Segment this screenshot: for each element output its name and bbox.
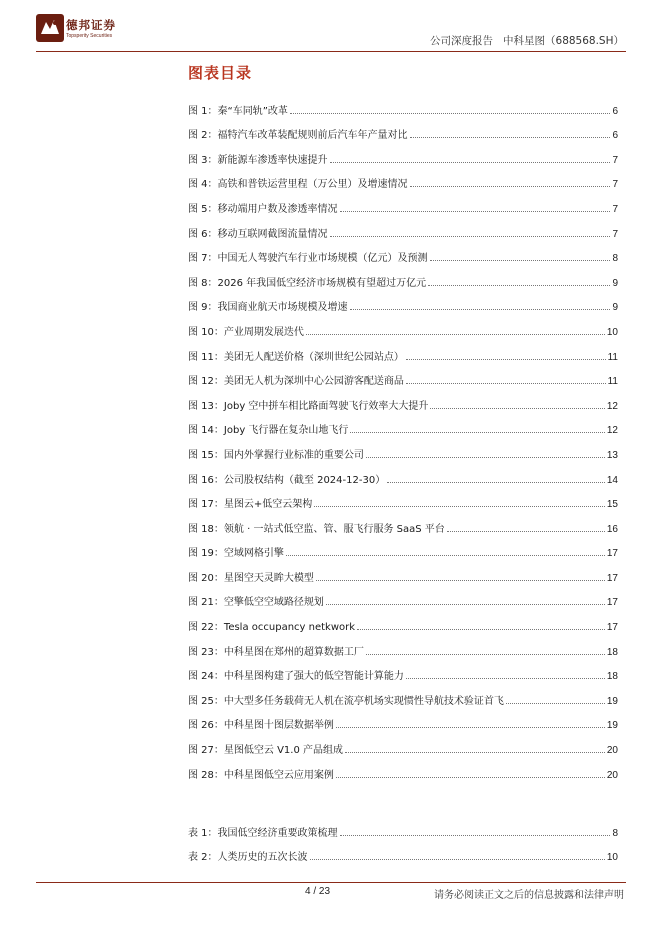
dot-leader (316, 580, 605, 581)
logo-name: 德邦证券 (66, 18, 116, 32)
figure-entry-page: 16 (606, 523, 618, 535)
figure-entry-page: 7 (612, 179, 618, 191)
figure-entry-number: 图 18： (188, 523, 224, 535)
figure-entry-number: 图 2： (188, 130, 218, 142)
figure-entry-title: 产业周期发展迭代 (223, 326, 304, 338)
figure-entry-title: 新能源车渗透率快速提升 (217, 154, 328, 166)
figure-entry-text (188, 397, 428, 412)
legal-disclaimer: 请务必阅读正文之后的信息披露和法律声明 (434, 890, 624, 901)
figure-entry[interactable] (188, 190, 618, 215)
dot-leader (430, 260, 611, 261)
logo-emblem-icon (36, 14, 64, 42)
toc-title: 图表目录 (188, 64, 253, 82)
figure-entry-number: 图 20： (188, 572, 224, 584)
figure-entry-text (188, 520, 445, 535)
figure-entry[interactable] (188, 141, 618, 166)
dot-leader (290, 113, 611, 114)
dot-leader (326, 604, 605, 605)
figure-entry-page: 7 (612, 154, 618, 166)
figure-entry-page: 17 (606, 597, 618, 609)
figure-entry-page: 11 (607, 351, 618, 363)
dot-leader (336, 727, 605, 728)
figure-entry-title: 领航 · 一站式低空监、管、服飞行服务 SaaS 平台 (223, 523, 445, 535)
table-entry-number: 表 1： (188, 827, 218, 839)
dot-leader (306, 334, 605, 335)
table-list (188, 814, 618, 863)
figure-entry-page: 19 (606, 720, 618, 732)
figure-entry-page: 17 (606, 622, 618, 634)
figure-entry-number: 图 23： (188, 646, 224, 658)
figure-entry-number: 图 21： (188, 597, 224, 609)
figure-entry-page: 20 (606, 745, 618, 757)
figure-entry[interactable] (188, 289, 618, 314)
figure-entry-number: 图 10： (188, 326, 224, 338)
figure-entry-text (188, 298, 348, 313)
figure-entry-page: 14 (606, 474, 618, 486)
figure-entry-number: 图 1： (188, 105, 218, 117)
figure-entry-title: 2026 年我国低空经济市场规模有望超过万亿元 (217, 277, 427, 289)
header-divider (36, 51, 626, 52)
figure-entry-text (188, 741, 343, 756)
figure-entry[interactable] (188, 264, 618, 289)
logo-subtitle: Topsperity Securities (66, 33, 113, 39)
figure-entry-title: 高铁和普铁运营里程（万公里）及增速情况 (217, 179, 408, 191)
figure-entry-number: 图 6： (188, 228, 218, 240)
dot-leader (410, 186, 611, 187)
figure-entry-number: 图 19： (188, 548, 224, 560)
figure-entry-page: 19 (606, 695, 618, 707)
figure-entry-text (188, 692, 504, 707)
figure-entry-title: 中大型多任务载荷无人机在流亭机场实现惯性导航技术验证首飞 (223, 695, 504, 707)
figure-entry-title: 中科星图低空云应用案例 (223, 769, 334, 781)
figure-entry-page: 7 (612, 228, 618, 240)
figure-entry-page: 7 (612, 203, 618, 215)
figure-list (188, 92, 618, 781)
figure-entry-title: 公司股权结构（截至 2024-12-30） (223, 474, 386, 486)
figure-entry-title: 国内外掌握行业标准的重要公司 (223, 449, 364, 461)
figure-entry-title: Joby 空中拼车相比路面驾驶飞行效率大大提升 (223, 400, 429, 412)
figure-entry-page: 6 (612, 130, 618, 142)
figure-entry-page: 12 (606, 425, 618, 437)
figure-entry[interactable] (188, 559, 618, 584)
figure-entry-title: 美团无人机为深圳中心公园游客配送商品 (223, 376, 404, 388)
figure-entry-number: 图 12： (188, 376, 224, 388)
dot-leader (387, 482, 605, 483)
figure-entry-text (188, 643, 364, 658)
page-number: 4 / 23 (305, 886, 331, 897)
table-entry-page: 10 (606, 852, 618, 864)
figure-entry[interactable] (188, 240, 618, 265)
dot-leader (340, 835, 611, 836)
figure-entry-number: 图 27： (188, 745, 224, 757)
dot-leader (430, 408, 604, 409)
figure-entry-number: 图 16： (188, 474, 224, 486)
figure-entry-page: 10 (606, 326, 618, 338)
dot-leader (350, 432, 604, 433)
figure-entry-page: 15 (606, 499, 618, 511)
footer-divider (36, 882, 626, 883)
dot-leader (314, 506, 605, 507)
company-logo (36, 14, 136, 44)
figure-entry[interactable] (188, 92, 618, 117)
figure-entry-page: 17 (606, 572, 618, 584)
dot-leader (286, 555, 605, 556)
figure-entry-page: 6 (612, 105, 618, 117)
figure-entry-page: 11 (607, 376, 618, 388)
table-entry[interactable] (188, 814, 618, 839)
figure-entry-text (188, 593, 324, 608)
table-entry-number: 表 2： (188, 852, 218, 864)
table-entry-title: 我国低空经济重要政策梳理 (217, 827, 338, 839)
figure-entry[interactable] (188, 461, 618, 486)
figure-entry-text (188, 126, 408, 141)
dot-leader (330, 236, 611, 237)
dot-leader (366, 654, 605, 655)
figure-entry-title: 空域网格引擎 (223, 548, 284, 560)
figure-entry-text (188, 569, 314, 584)
figure-entry-title: Joby 飞行器在复杂山地飞行 (223, 425, 349, 437)
figure-entry[interactable] (188, 363, 618, 388)
figure-entry[interactable] (188, 682, 618, 707)
company-ticker: 中科星图（688568.SH） (503, 35, 624, 47)
figure-entry-text (188, 274, 426, 289)
figure-entry-title: 福特汽车改革装配规则前后汽车年产量对比 (217, 130, 408, 142)
dot-leader (406, 678, 605, 679)
figure-entry-number: 图 14： (188, 425, 224, 437)
figure-entry-text (188, 421, 348, 436)
figure-entry-title: Tesla occupancy netkwork (223, 622, 356, 634)
figure-entry[interactable] (188, 338, 618, 363)
table-entry-title: 人类历史的五次长波 (217, 852, 308, 864)
dot-leader (447, 531, 605, 532)
figure-entry-text (188, 618, 355, 633)
dot-leader (340, 211, 611, 212)
dot-leader (350, 309, 611, 310)
figure-entry[interactable] (188, 658, 618, 683)
figure-entry-text (188, 151, 328, 166)
dot-leader (310, 859, 605, 860)
figure-entry-number: 图 13： (188, 400, 224, 412)
figure-entry-number: 图 17： (188, 499, 224, 511)
figure-entry-number: 图 15： (188, 449, 224, 461)
figure-entry-number: 图 5： (188, 203, 218, 215)
figure-entry-page: 18 (606, 646, 618, 658)
figure-entry-text (188, 249, 428, 264)
figure-entry-text (188, 372, 404, 387)
table-entry-text (188, 824, 338, 839)
dot-leader (406, 359, 606, 360)
figure-entry-title: 星图低空云 V1.0 产品组成 (223, 745, 344, 757)
table-entry-page: 8 (612, 827, 618, 839)
figure-entry-text (188, 446, 364, 461)
figure-entry[interactable] (188, 584, 618, 609)
figure-entry[interactable] (188, 313, 618, 338)
dot-leader (330, 162, 611, 163)
figure-entry[interactable] (188, 436, 618, 461)
figure-entry-text (188, 102, 288, 117)
dot-leader (366, 457, 605, 458)
dot-leader (410, 137, 611, 138)
figure-entry[interactable] (188, 731, 618, 756)
figure-entry-title: 移动互联网截图流量情况 (217, 228, 328, 240)
figure-entry-page: 9 (612, 277, 618, 289)
dot-leader (357, 629, 605, 630)
figure-entry-page: 17 (606, 548, 618, 560)
figure-entry-title: 中科星图十图层数据举例 (223, 720, 334, 732)
figure-entry-number: 图 3： (188, 154, 218, 166)
figure-entry-page: 12 (606, 400, 618, 412)
figure-entry-number: 图 7： (188, 253, 218, 265)
dot-leader (345, 752, 605, 753)
report-type: 公司深度报告 (430, 35, 494, 47)
figure-entry-text (188, 175, 408, 190)
figure-entry-title: 星图云+低空云架构 (223, 499, 313, 511)
figure-entry[interactable] (188, 633, 618, 658)
dot-leader (506, 703, 605, 704)
figure-entry[interactable] (188, 486, 618, 511)
figure-entry-title: 中科星图在郑州的超算数据工厂 (223, 646, 364, 658)
figure-entry-title: 中科星图构建了强大的低空智能计算能力 (223, 671, 404, 683)
figure-entry[interactable] (188, 707, 618, 732)
figure-entry-title: 中国无人驾驶汽车行业市场规模（亿元）及预测 (217, 253, 428, 265)
figure-entry-title: 秦“车同轨”改革 (217, 105, 288, 117)
figure-entry-text (188, 348, 404, 363)
figure-entry-number: 图 25： (188, 695, 224, 707)
figure-entry[interactable] (188, 608, 618, 633)
figure-entry-page: 8 (612, 253, 618, 265)
figure-entry-number: 图 11： (188, 351, 224, 363)
figure-entry-title: 星图空天灵眸大模型 (223, 572, 314, 584)
figure-entry-title: 空擎低空空域路径规划 (223, 597, 324, 609)
figure-entry[interactable] (188, 535, 618, 560)
figure-entry-number: 图 28： (188, 769, 224, 781)
figure-entry-number: 图 9： (188, 302, 218, 314)
figure-entry-text (188, 471, 385, 486)
table-entry[interactable] (188, 839, 618, 864)
report-header (430, 33, 624, 48)
figure-entry-text (188, 716, 334, 731)
figure-entry-text (188, 323, 304, 338)
dot-leader (428, 285, 610, 286)
figure-entry-number: 图 8： (188, 277, 218, 289)
dot-leader (406, 383, 606, 384)
figure-entry-text (188, 225, 328, 240)
figure-entry-title: 移动端用户数及渗透率情况 (217, 203, 338, 215)
figure-entry[interactable] (188, 756, 618, 781)
figure-entry-number: 图 22： (188, 622, 224, 634)
figure-entry[interactable] (188, 387, 618, 412)
figure-entry[interactable] (188, 117, 618, 142)
figure-entry-page: 18 (606, 671, 618, 683)
figure-entry[interactable] (188, 412, 618, 437)
figure-entry-number: 图 26： (188, 720, 224, 732)
figure-entry-page: 9 (612, 302, 618, 314)
figure-entry-number: 图 4： (188, 179, 218, 191)
figure-entry[interactable] (188, 215, 618, 240)
figure-entry[interactable] (188, 510, 618, 535)
table-entry-text (188, 848, 308, 863)
figure-entry-title: 美团无人配送价格（深圳世纪公园站点） (223, 351, 404, 363)
figure-entry-title: 我国商业航天市场规模及增速 (217, 302, 348, 314)
figure-entry-text (188, 667, 404, 682)
figure-entry-text (188, 200, 338, 215)
figure-entry-page: 13 (606, 449, 618, 461)
figure-entry-number: 图 24： (188, 671, 224, 683)
figure-entry-text (188, 766, 334, 781)
figure-entry-page: 20 (606, 769, 618, 781)
figure-entry[interactable] (188, 166, 618, 191)
figure-entry-text (188, 495, 312, 510)
dot-leader (336, 777, 605, 778)
figure-entry-text (188, 544, 284, 559)
